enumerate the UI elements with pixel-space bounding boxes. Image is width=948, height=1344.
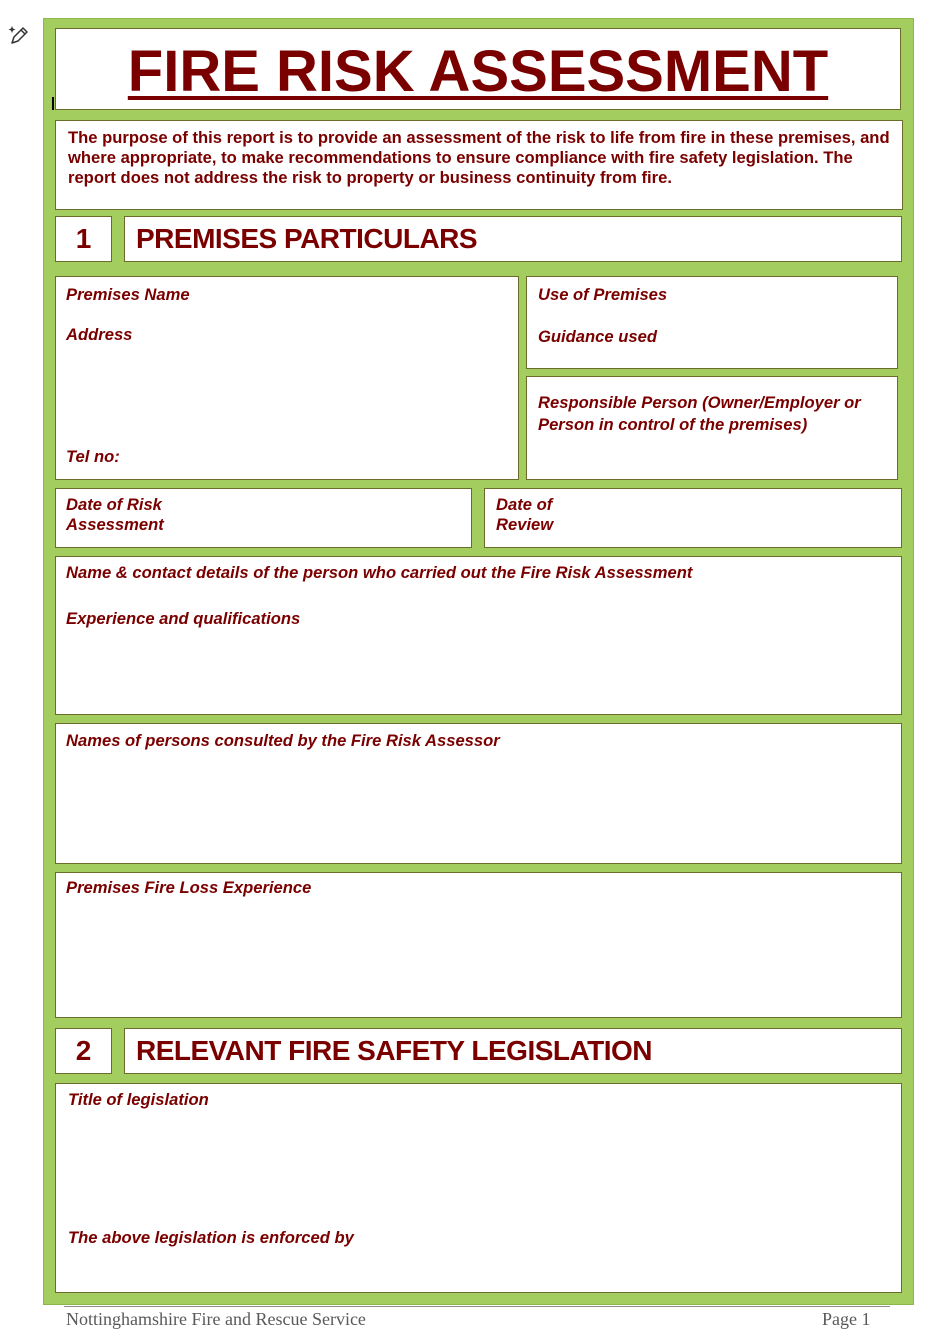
- legislation-field[interactable]: [55, 1083, 902, 1293]
- persons-consulted-field[interactable]: [55, 723, 902, 864]
- purpose-text: The purpose of this report is to provide an assessment of the risk to life from fire in these premises, and where appropriate, to make recommendations to ensure compliance with fire safety legislation. The report does not address the risk to property or business continuity from fire.: [68, 128, 890, 187]
- use-of-premises-field[interactable]: [526, 276, 898, 369]
- premises-name-label: Premises Name: [66, 285, 190, 304]
- date-review-label-line1: Date of: [496, 495, 553, 514]
- date-of-assessment-field[interactable]: [55, 488, 472, 548]
- guidance-used-label: Guidance used: [538, 327, 657, 346]
- purpose-box: [55, 120, 903, 210]
- date-assessment-label-line2: Assessment: [66, 515, 164, 534]
- fire-loss-label: Premises Fire Loss Experience: [66, 878, 312, 897]
- assessor-details-field[interactable]: [55, 556, 902, 715]
- title-box: [55, 28, 901, 110]
- responsible-person-field[interactable]: [526, 376, 898, 480]
- footer-organisation: Nottinghamshire Fire and Rescue Service: [66, 1309, 366, 1329]
- date-assessment-label-line1: Date of Risk: [66, 495, 162, 514]
- use-of-premises-label: Use of Premises: [538, 285, 668, 304]
- footer-divider: [64, 1306, 890, 1307]
- magic-edit-icon[interactable]: [6, 22, 30, 46]
- persons-consulted-label: Names of persons consulted by the Fire Risk Assessor: [66, 731, 500, 750]
- address-label: Address: [66, 325, 133, 344]
- footer-page-number: Page 1: [822, 1309, 871, 1329]
- section2-number: 2: [55, 1028, 112, 1074]
- page-title: FIRE RISK ASSESSMENT: [127, 39, 829, 104]
- enforced-by-label: The above legislation is enforced by: [68, 1228, 354, 1247]
- responsible-person-label-line2: Person in control of the premises): [538, 415, 808, 434]
- assessor-contact-label: Name & contact details of the person who carried out the Fire Risk Assessment: [66, 563, 693, 582]
- title-of-legislation-label: Title of legislation: [68, 1090, 209, 1109]
- fire-loss-field[interactable]: [55, 872, 902, 1018]
- responsible-person-label-line1: Responsible Person (Owner/Employer or: [538, 393, 861, 412]
- section1-number: 1: [55, 216, 112, 262]
- date-review-label-line2: Review: [496, 515, 554, 534]
- text-cursor: [52, 97, 54, 110]
- section1-heading: PREMISES PARTICULARS: [124, 216, 902, 262]
- section2-heading: RELEVANT FIRE SAFETY LEGISLATION: [124, 1028, 902, 1074]
- date-of-review-field[interactable]: [484, 488, 902, 548]
- tel-label: Tel no:: [66, 447, 120, 466]
- premises-details-field[interactable]: [55, 276, 519, 480]
- experience-label: Experience and qualifications: [66, 609, 301, 628]
